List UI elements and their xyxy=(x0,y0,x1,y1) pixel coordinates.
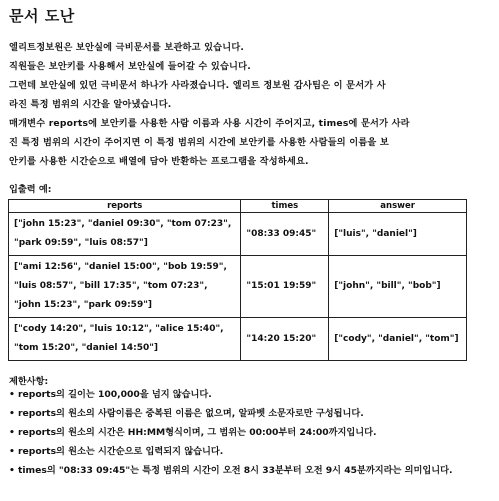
table-header-row xyxy=(9,200,467,213)
reports-cell xyxy=(9,318,241,361)
table-row xyxy=(9,318,467,361)
description-line: 라진 특정 범위의 시간을 알아냈습니다. xyxy=(9,99,172,110)
reports-line: "tom 15:20", "daniel 14:50"] xyxy=(14,343,159,353)
description-line: 그런데 보안실에 있던 극비문서 하나가 사라졌습니다. 엘리트 정보원 감사팀은 이 문서가 사 xyxy=(9,80,386,91)
limits-list xyxy=(9,385,491,480)
io-example-label: 입출력 예: xyxy=(9,184,52,195)
description-line: 직원들은 보안키를 사용해서 보안실에 들어갈 수 있습니다. xyxy=(9,61,251,72)
problem-description xyxy=(9,38,491,171)
answer-cell: ["john", "bill", "bob"] xyxy=(329,256,467,318)
column-header-answer: answer xyxy=(329,200,467,213)
reports-line: ["cody 14:20", "luis 10:12", "alice 15:40", xyxy=(14,324,224,334)
column-header-times: times xyxy=(241,200,329,213)
times-cell: "14:20 15:20" xyxy=(241,318,329,361)
reports-cell xyxy=(9,213,241,256)
reports-line: ["john 15:23", "daniel 09:30", "tom 07:23", xyxy=(14,219,232,229)
reports-line: "luis 08:57", "bill 17:35", "tom 07:23", xyxy=(14,281,208,291)
reports-line: "john 15:23", "park 09:59"] xyxy=(14,300,153,310)
description-line: 진 특정 범위의 시간이 주어지면 이 특정 범위의 시간에 보안키를 사용한 사람들의 이름을 보 xyxy=(9,137,389,148)
answer-cell: ["luis", "daniel"] xyxy=(329,213,467,256)
table-row xyxy=(9,256,467,318)
answer-cell: ["cody", "daniel", "tom"] xyxy=(329,318,467,361)
list-item: • reports의 길이는 100,000을 넘지 않습니다. xyxy=(9,385,491,404)
description-line: 엘리트정보원은 보안실에 극비문서를 보관하고 있습니다. xyxy=(9,42,245,53)
column-header-reports: reports xyxy=(9,200,241,213)
description-line: 안키를 사용한 시간순으로 배열에 담아 반환하는 프로그램을 작성하세요. xyxy=(9,156,309,167)
description-line: 매개변수 reports에 보안키를 사용한 사람 이름과 사용 시간이 주어지고, times에 문서가 사라 xyxy=(9,118,410,129)
page-title: 문서 도난 xyxy=(9,7,75,25)
times-cell: "08:33 09:45" xyxy=(241,213,329,256)
reports-line: ["ami 12:56", "daniel 15:00", "bob 19:59", xyxy=(14,262,227,272)
reports-cell xyxy=(9,256,241,318)
limits-label: 제한사항: xyxy=(9,376,49,387)
list-item: • times의 "08:33 09:45"는 특정 범위의 시간이 오전 8시 33분부터 오전 9시 45분까지라는 의미입니다. xyxy=(9,461,491,480)
list-item: • reports의 원소는 시간순으로 입력되지 않습니다. xyxy=(9,442,491,461)
table-row xyxy=(9,213,467,256)
list-item: • reports의 원소의 사람이름은 중복된 이름은 없으며, 알파벳 소문자로만 구성됩니다. xyxy=(9,404,491,423)
reports-line: "park 09:59", "luis 08:57"] xyxy=(14,238,148,248)
times-cell: "15:01 19:59" xyxy=(241,256,329,318)
list-item: • reports의 원소의 시간은 HH:MM형식이며, 그 범위는 00:00부터 24:00까지입니다. xyxy=(9,423,491,442)
io-example-table xyxy=(8,199,467,361)
